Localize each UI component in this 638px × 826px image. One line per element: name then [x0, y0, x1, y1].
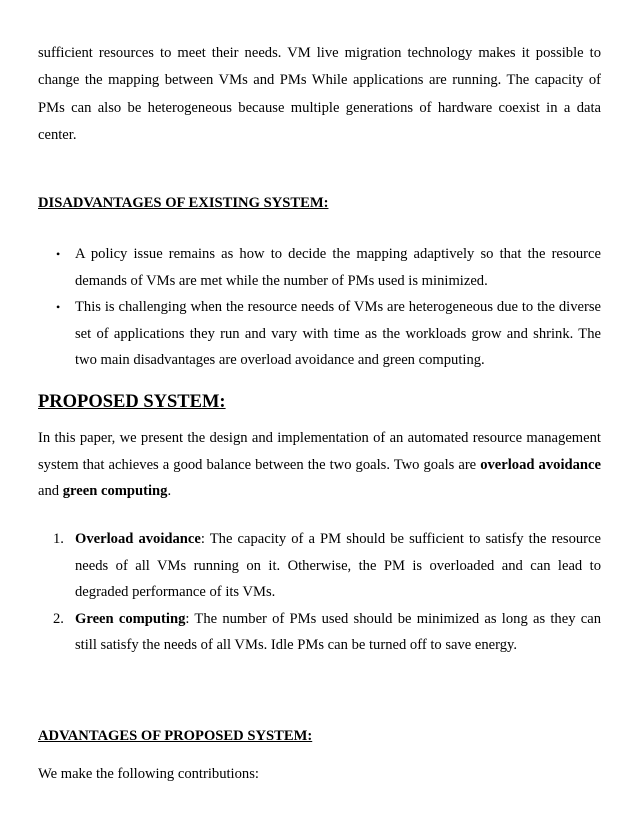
list-item: [38, 294, 601, 374]
list-item-text: A policy issue remains as how to decide the mapping adaptively so that the resource demands of VMs are met while the number of PMs used is minimized.: [75, 246, 601, 289]
list-item: [38, 241, 601, 294]
goal-term: Green computing: [75, 610, 186, 627]
bullet-icon: •: [56, 247, 61, 261]
proposed-text-suffix: .: [167, 483, 172, 499]
proposed-text-prefix: In this paper, we present the design and implementation of an automated resource management system that achieves a good balance between the two goals. Two goals are: [38, 430, 601, 473]
disadvantages-heading: DISADVANTAGES OF EXISTING SYSTEM:: [38, 195, 329, 211]
list-number: 1.: [53, 531, 64, 547]
goal-description: : The capacity of a PM should be sufficient to satisfy the resource needs of all VMs running on it. Otherwise, the PM is overloaded and can lead to degraded performance of its VMs.: [75, 531, 601, 600]
goal-term: Overload avoidance: [75, 531, 201, 547]
advantages-heading: ADVANTAGES OF PROPOSED SYSTEM:: [38, 728, 313, 744]
list-item-text: [75, 526, 601, 606]
bullet-icon: •: [56, 300, 61, 314]
goals-list: [38, 526, 601, 659]
proposed-text-mid: and: [38, 483, 63, 499]
proposed-heading: PROPOSED SYSTEM:: [38, 392, 226, 412]
proposed-paragraph: [38, 425, 601, 505]
proposed-term-overload: overload avoidance: [480, 456, 601, 473]
list-item: [38, 526, 601, 606]
list-item-text: [75, 606, 601, 659]
list-item-text: This is challenging when the resource needs of VMs are heterogeneous due to the diverse set of applications they run and vary with time as the workloads grow and shrink. The two main disadvantages are overload avoidance and green computing.: [75, 299, 601, 368]
advantages-intro: We make the following contributions:: [38, 766, 259, 782]
goal-description: : The number of PMs used should be minimized as long as they can still satisfy the needs of all VMs. Idle PMs can be turned off to save energy.: [75, 610, 601, 653]
intro-paragraph: sufficient resources to meet their needs. VM live migration technology makes it possible to change the mapping between VMs and PMs While applications are running. The capacity of PMs can also be heterogeneous because multiple generations of hardware coexist in a data center.: [38, 45, 601, 144]
list-number: 2.: [53, 610, 64, 627]
list-item: [38, 606, 601, 659]
disadvantages-list: [38, 241, 601, 374]
proposed-term-green: green computing: [62, 483, 168, 499]
